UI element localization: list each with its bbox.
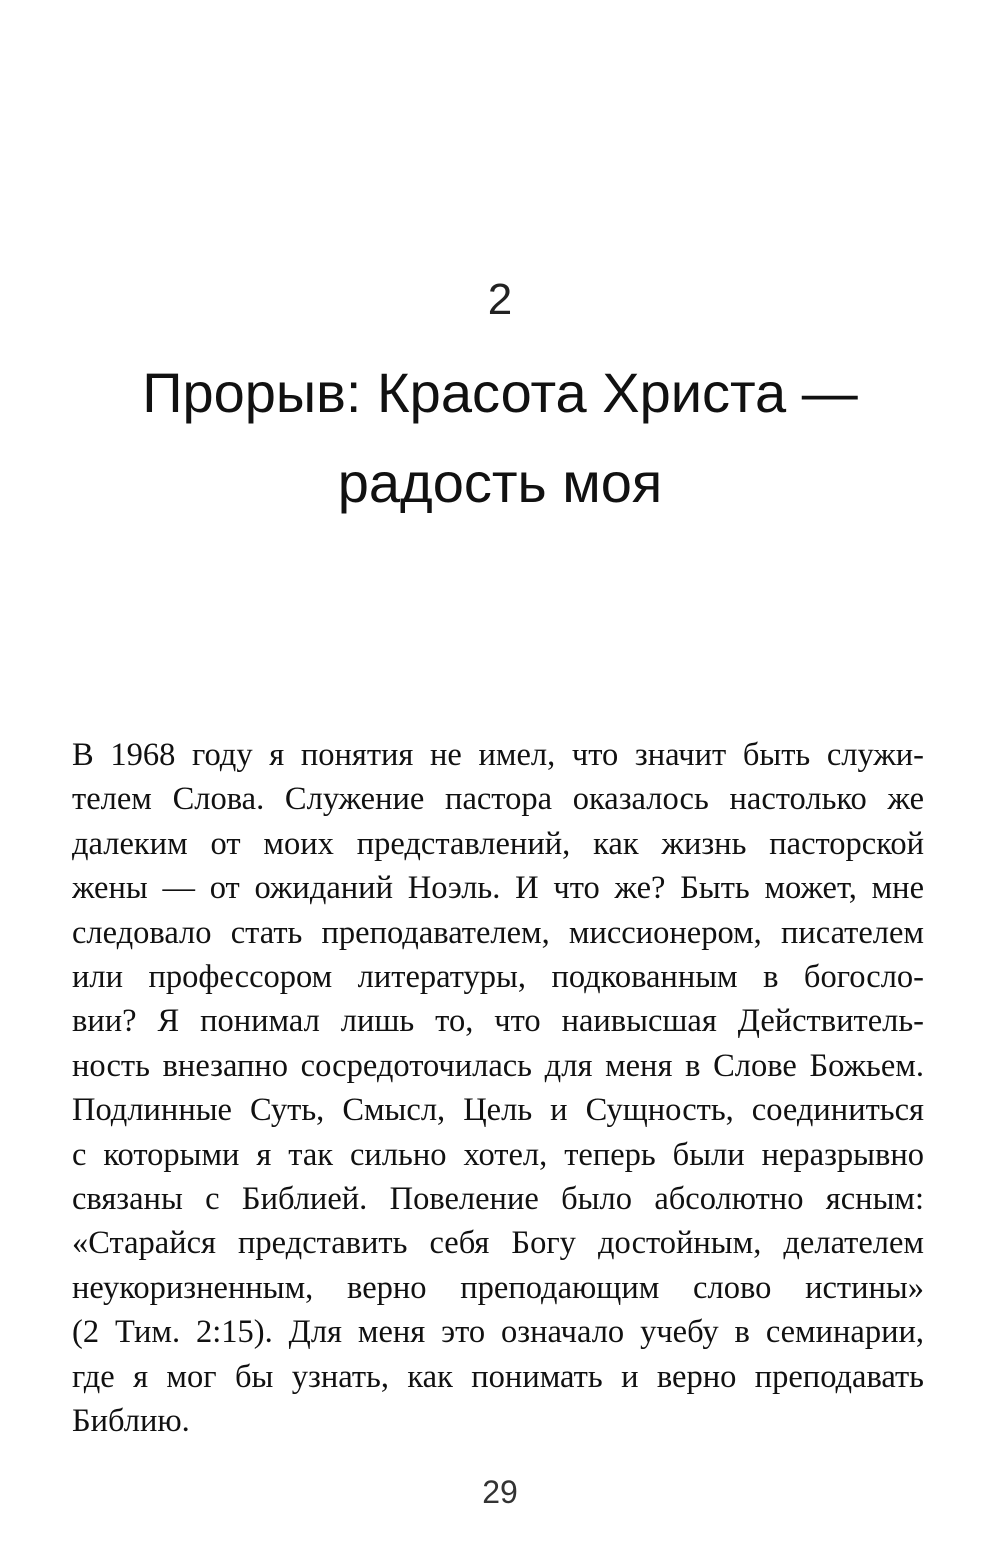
text-line: связаны с Библией. Повеление было абсолютно ясным: [72, 1181, 924, 1218]
text-line: В 1968 году я понятия не имел, что значит быть служи- [72, 737, 924, 773]
text-line: «Старайся представить себя Богу достойным, делателем [72, 1225, 924, 1262]
chapter-number: 2 [487, 275, 513, 324]
chapter-title-line: Прорыв: Красота Христа — [142, 361, 858, 424]
page-number: 29 [482, 1474, 518, 1510]
text-line: где я мог бы узнать, как понимать и верно преподавать [72, 1358, 924, 1395]
body-paragraph [72, 733, 924, 1444]
text-line: (2 Тим. 2:15). Для меня это означало учебу в семинарии, [72, 1314, 924, 1351]
text-line: с которыми я так сильно хотел, теперь были неразрывно [72, 1136, 924, 1173]
text-line: жены — от ожиданий Ноэль. И что же? Быть может, мне [72, 870, 924, 907]
chapter-title-line: радость моя [337, 451, 663, 514]
text-line: Библию. [72, 1403, 190, 1440]
text-line: далеким от моих представлений, как жизнь пасторской [72, 825, 924, 862]
text-line: неукоризненным, верно преподающим слово истины» [72, 1269, 924, 1306]
text-line: или профессором литературы, подкованным в богосло- [72, 959, 924, 996]
text-line: телем Слова. Служение пастора оказалось настолько же [72, 781, 924, 818]
chapter-title [100, 348, 900, 528]
text-line: следовало стать преподавателем, миссионером, писателем [72, 914, 924, 951]
text-line: ность внезапно сосредоточилась для меня в Слове Божьем. [72, 1047, 924, 1084]
text-line: вии? Я понимал лишь то, что наивысшая Действитель- [72, 1003, 924, 1040]
text-line: Подлинные Суть, Смысл, Цель и Сущность, соединиться [72, 1092, 924, 1129]
